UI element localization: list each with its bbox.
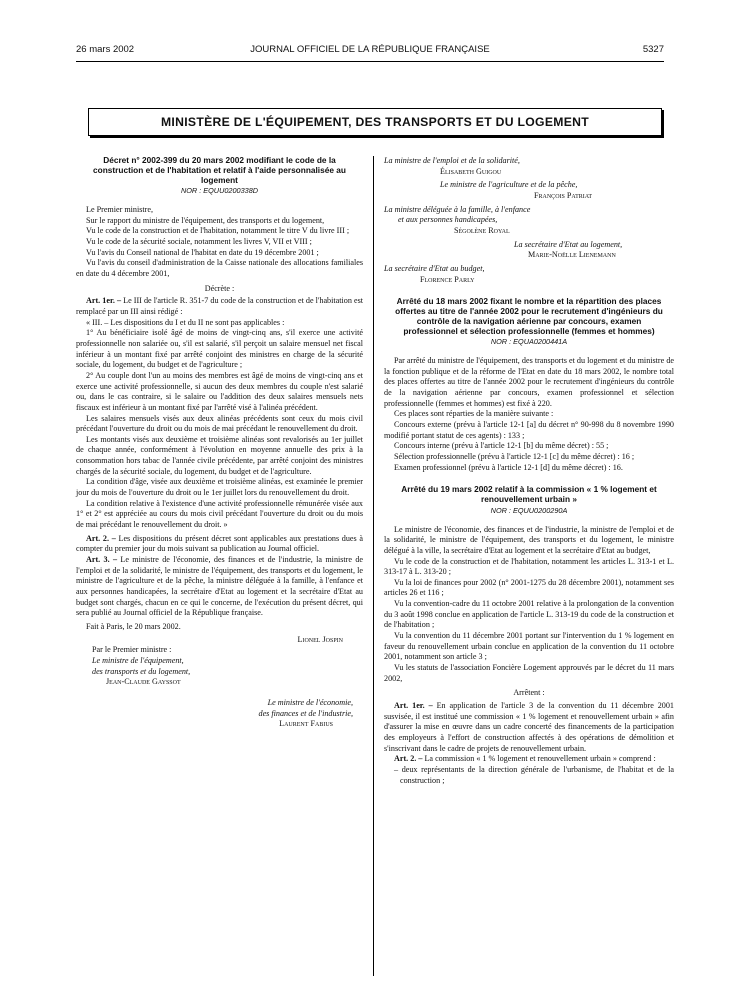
paragraph: Sur le rapport du ministre de l'équipement, des transports et du logement, xyxy=(86,215,325,225)
paragraph: Vu l'avis du conseil d'administration de la Caisse nationale des allocations familiales en date du 4 décembre 2001, xyxy=(76,258,363,278)
arrete-nor: NOR : EQUU0200290A xyxy=(490,505,568,515)
signature-royal: Ségolène Royal xyxy=(454,225,510,235)
paragraph: Le Premier ministre, xyxy=(86,205,154,215)
article-1: Art. 1er. – En application de l'article 3 de la convention du 11 décembre 2001 susvisée, il est institué une commission « 1 % logement et renouvellement urbain » afin d'assurer la mise en œuvre dans un cadre concerté des financements de la participation des employeurs à l'effort de construction affectés à des opérations de démolition et s'inscrivant dans le cadre de projets de renouvellement urbain. xyxy=(384,701,674,753)
running-header xyxy=(76,44,664,58)
fait-a-paris: Fait à Paris, le 20 mars 2002. xyxy=(86,621,181,631)
header-date: 26 mars 2002 xyxy=(76,44,135,55)
paragraph: Examen professionnel (prévu à l'article 12-1 [d] du même décret) : 16. xyxy=(394,462,623,472)
minister-title: La ministre de l'emploi et de la solidarité, xyxy=(384,156,520,165)
paragraph: Le ministre de l'économie, des finances et de l'industrie, la ministre de l'emploi et de la solidarité, le ministre de l'équipement, des transports et du logement, le ministre délégué à la ville, la secrétaire d'Etat au logement et la secrétaire d'Etat au budget, xyxy=(384,524,674,555)
paragraph: Par arrêté du ministre de l'équipement, des transports et du logement et du ministre de la fonction publique et de la réforme de l'Etat en date du 18 mars 2002, le nombre total des places offertes au titre de l'année 2002 pour le recrutement d'ingénieurs du contrôle de la navigation aérienne par concours, examen professionnel et sélection professionnelle (femmes et hommes) est fixé à 220. xyxy=(384,356,674,408)
paragraph: « III. – Les dispositions du I et du II ne sont pas applicables : xyxy=(86,317,285,327)
paragraph: La condition d'âge, visée aux deuxième et troisième alinéas, est examinée le premier jour du mois de l'ouverture du droit ou le 1er juillet lors du renouvellement du droit. xyxy=(76,477,363,498)
minister-title: La ministre déléguée à la famille, à l'enfance xyxy=(384,204,531,214)
article-2: Art. 2. – La commission « 1 % logement et renouvellement urbain » comprend : xyxy=(394,754,656,764)
decree-nor: NOR : EQUU0200338D xyxy=(180,186,259,196)
ministry-banner: MINISTÈRE DE L'ÉQUIPEMENT, DES TRANSPORTS ET DU LOGEMENT xyxy=(88,108,662,136)
paragraph: Concours externe (prévu à l'article 12-1 [a] du décret n° 90-998 du 8 novembre 1990 modifié portant statut de ces agents) : 133 ; xyxy=(384,420,674,440)
minister-title: des transports et du logement, xyxy=(92,666,191,676)
minister-title: des finances et de l'industrie, xyxy=(258,708,353,718)
article-3: Art. 3. – Le ministre de l'économie, des finances et de l'industrie, la ministre de l'emploi et de la solidarité, le ministre de l'équipement, des transports et du logement, le ministre de l'agriculture et de la pêche, la ministre déléguée à la famille, à l'enfance et aux personnes handicapées, la secrétaire d'Etat au logement et la secrétaire d'Etat au budget sont chargés, chacun en ce qui le concerne, de l'exécution du présent décret, qui sera publié au Journal officiel de la République française. xyxy=(76,555,363,618)
decrete-heading: Décrète : xyxy=(204,283,235,293)
list-item: – deux représentants de la direction générale de l'urbanisme, de l'habitat et de la construction ; xyxy=(394,764,674,785)
paragraph: Concours interne (prévu à l'article 12-1 [b] du même décret) : 55 ; xyxy=(394,441,609,451)
paragraph: Ces places sont réparties de la manière suivante : xyxy=(394,409,554,419)
signature-patriat: François Patriat xyxy=(534,190,593,200)
minister-title: Le ministre de l'agriculture et de la pêche, xyxy=(440,180,578,190)
header-page-number: 5327 xyxy=(642,44,664,55)
signature-gayssot: Jean-Claude Gayssot xyxy=(106,677,181,687)
signature-parly: Florence Parly xyxy=(420,274,475,284)
paragraph: 1° Au bénéficiaire isolé âgé de moins de vingt-cinq ans, s'il exerce une activité professionnelle non salariée ou, s'il est salarié, s'il perçoit un salaire mensuel net fiscal inférieur à un montant fixé par arrêté conjoint des ministres en charge de la sécurité sociale, du logement, du budget et de l'agriculture ; xyxy=(76,328,363,370)
minister-title: La secrétaire d'Etat au budget, xyxy=(384,263,485,273)
paragraph: La condition relative à l'existence d'une activité professionnelle rémunérée visée aux 1° et 2° est appréciée au cours du mois civil précédant l'ouverture du droit ou du mois de mai précédant le renouvellement du droit. » xyxy=(76,498,363,530)
paragraph: Vu la convention du 11 décembre 2001 portant sur l'intervention du 1 % logement en faveur du renouvellement urbain conclue en application de la convention du 11 octobre 2001, notamment son article 3 ; xyxy=(384,631,674,662)
paragraph: Les montants visés aux deuxième et troisième alinéas sont revalorisés au 1er juillet de chaque année, conformément à l'évolution en moyenne annuelle des prix à la consommation hors tabac de l'année civile précédente, par arrêté conjoint des ministres chargés de la sécurité sociale, du logement, du budget et de l'agriculture. xyxy=(76,434,363,476)
paragraph: Vu les statuts de l'association Foncière Logement approuvés par le décret du 11 mars 2002, xyxy=(384,663,674,683)
paragraph: Vu le code de la construction et de l'habitation, notamment le titre V du livre III ; xyxy=(86,226,350,236)
paragraph: Vu la convention-cadre du 11 octobre 2001 relative à la prolongation de la convention du 3 août 1998 conclue en application de l'article L. 313-19 du code de la construction et de l'habitation ; xyxy=(384,599,674,630)
article-2: Art. 2. – Les dispositions du présent décret sont applicables aux prestations dues à compter du premier jour du mois suivant sa publication au Journal officiel. xyxy=(76,533,364,554)
arrete-title: Arrêté du 18 mars 2002 fixant le nombre et la répartition des places offertes au titre de l'année 2002 pour le recrutement d'ingénieurs du contrôle de la navigation aérienne par concours, examen professionnel et sélection professionnelle (femmes et hommes) xyxy=(395,296,663,336)
paragraph: Les salaires mensuels visés aux deux alinéas précédents sont ceux du mois civil précédant l'ouverture du droit ou du mois de mai précédant le renouvellement du droit. xyxy=(76,413,363,434)
signature-fabius: Laurent Fabius xyxy=(279,719,333,729)
decree-title: Décret n° 2002-399 du 20 mars 2002 modifiant le code de la construction et de l'habitation et relatif à l'aide personnalisée au logement xyxy=(93,155,346,185)
paragraph: 2° Au couple dont l'un au moins des membres est âgé de moins de vingt-cinq ans et exerce une activité professionnelle, si aucun des deux membres du couple n'est salarié ou, dans le cas contraire, si le salaire ou l'addition des deux salaires mensuels nets fiscaux est inférieur à un montant fixé par l'arrêté visé à l'alinéa précédent. xyxy=(76,370,363,412)
minister-title: Le ministre de l'équipement, xyxy=(92,655,184,665)
header-rule xyxy=(76,61,664,62)
arrete-nor: NOR : EQUA0200441A xyxy=(490,337,568,347)
paragraph: Vu le code de la sécurité sociale, notamment les livres V, VII et VIII ; xyxy=(86,237,312,247)
minister-title: et aux personnes handicapées, xyxy=(398,215,498,225)
right-column xyxy=(384,156,674,786)
signature-premier-ministre: Lionel Jospin xyxy=(297,634,343,644)
article-1: Art. 1er. – Le III de l'article R. 351-7 du code de la construction et de l'habitation est remplacé par un III ainsi rédigé : xyxy=(76,296,363,316)
paragraph: Sélection professionnelle (prévu à l'article 12-1 [c] du même décret) : 16 ; xyxy=(394,451,635,461)
minister-title: La secrétaire d'Etat au logement, xyxy=(514,239,623,249)
header-journal-title: JOURNAL OFFICIEL DE LA RÉPUBLIQUE FRANÇAISE xyxy=(250,44,490,55)
column-separator xyxy=(373,156,374,976)
paragraph: Vu le code de la construction et de l'habitation, notamment les articles L. 313-1 et L. 313-17 à L. 313-20 ; xyxy=(384,556,674,577)
arrete-title: Arrêté du 19 mars 2002 relatif à la commission « 1 % logement et renouvellement urbain » xyxy=(401,484,657,505)
paragraph: Vu la loi de finances pour 2002 (n° 2001-1275 du 28 décembre 2001), notamment ses articles 26 et 116 ; xyxy=(384,577,674,598)
arretent-heading: Arrêtent : xyxy=(513,688,545,698)
signature-lienemann: Marie-Noëlle Lienemann xyxy=(528,250,616,260)
par-le-premier-ministre: Par le Premier ministre : xyxy=(92,645,172,655)
paragraph: Vu l'avis du Conseil national de l'habitat en date du 19 décembre 2001 ; xyxy=(86,247,319,257)
minister-title: Le ministre de l'économie, xyxy=(267,697,353,707)
signature-guigou: Élisabeth Guigou xyxy=(440,166,502,176)
left-column xyxy=(76,156,363,730)
